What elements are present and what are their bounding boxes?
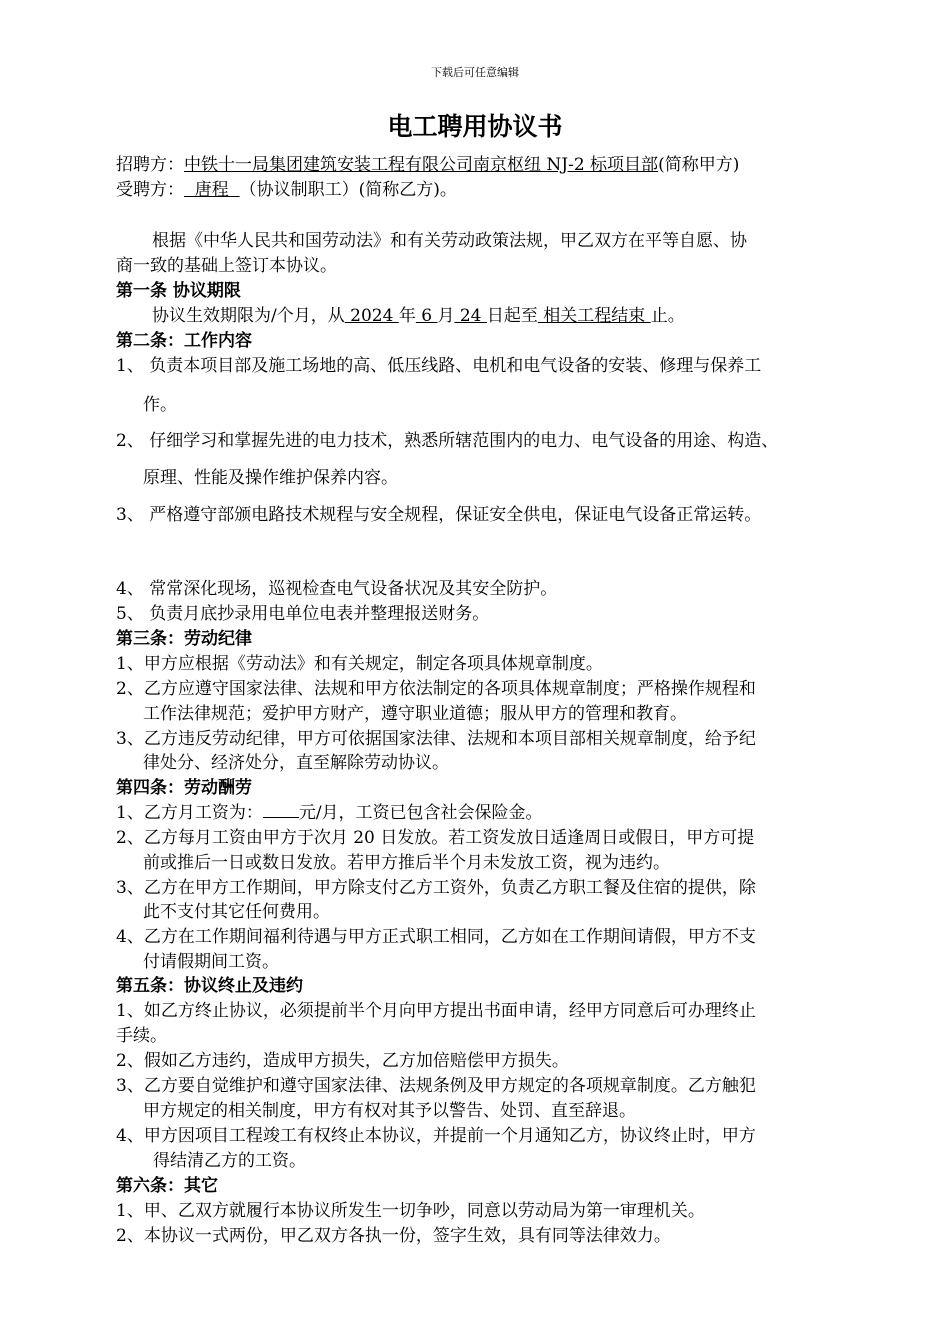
article5-item: 4、甲方因项目工程竣工有权终止本协议，并提前一个月通知乙方，协议终止时，甲方	[116, 1126, 756, 1146]
document-title: 电工聘用协议书	[387, 112, 563, 141]
article6-heading: 第六条：其它	[116, 1176, 218, 1196]
article5-item: 3、乙方要自觉维护和遵守国家法律、法规条例及甲方规定的各项规章制度。乙方触犯	[116, 1076, 756, 1096]
article1-heading: 第一条 协议期限	[116, 281, 241, 301]
article1-term	[152, 305, 685, 327]
employee-name: 唐程	[184, 180, 240, 200]
article4-item: 2、乙方每月工资由甲方于次月 20 日发放。若工资发放日适逢周日或假日，甲方可提	[116, 828, 755, 848]
term-text: 协议生效期限为/个月，从	[152, 306, 345, 326]
article2-item-cont: 作。	[143, 395, 177, 415]
article3-item-cont: 工作法律规范；爱护甲方财产，遵守职业道德；服从甲方的管理和教育。	[143, 704, 687, 724]
term-end-unit: 止。	[650, 306, 685, 326]
article2-item: 1、 负责本项目部及施工场地的高、低压线路、电机和电气设备的安装、修理与保养工	[116, 356, 762, 376]
article2-item: 3、 严格遵守部颁电路技术规程与安全规程，保证安全供电，保证电气设备正常运转。	[116, 505, 762, 525]
article2-item: 5、 负责月底抄录用电单位电表并整理报送财务。	[116, 604, 490, 624]
salary-suffix: 元/月，工资已包含社会保险金。	[298, 803, 543, 823]
article4-item-cont: 此不支付其它任何费用。	[143, 902, 330, 922]
article4-heading: 第四条：劳动酬劳	[116, 778, 252, 798]
preamble-line-1: 根据《中华人民共和国劳动法》和有关劳动政策法规，甲乙双方在平等自愿、协	[152, 231, 747, 251]
article5-item-cont: 手续。	[116, 1026, 167, 1046]
article4-item-cont: 前或推后一日或数日发放。若甲方推后半个月未发放工资，视为违约。	[143, 853, 670, 873]
employer-line	[116, 154, 739, 176]
article2-item: 4、 常常深化现场，巡视检查电气设备状况及其安全防护。	[116, 579, 558, 599]
preamble-line-2: 商一致的基础上签订本协议。	[116, 256, 337, 276]
employee-label: 受聘方：	[116, 180, 184, 200]
term-month-unit: 月	[437, 306, 455, 326]
article3-item-cont: 律处分、经济处分，直至解除劳动协议。	[143, 753, 449, 773]
term-day-unit: 日起至	[486, 306, 538, 326]
employee-suffix: （协议制职工）(简称乙方)。	[239, 180, 457, 200]
employer-label: 招聘方：	[116, 155, 184, 175]
header-note: 下载后可任意编辑	[431, 66, 519, 79]
term-month: 6	[415, 306, 438, 326]
article2-item-cont: 原理、性能及操作维护保养内容。	[143, 468, 398, 488]
term-year: 2024	[344, 306, 399, 326]
article5-heading: 第五条：协议终止及违约	[116, 976, 303, 996]
term-end: 相关工程结束	[537, 306, 651, 326]
employer-name: 中铁十一局集团建筑安装工程有限公司南京枢纽 NJ-2 标项目部	[184, 155, 659, 175]
employee-line	[116, 179, 457, 201]
salary-prefix: 1、乙方月工资为：	[116, 803, 263, 823]
article5-item-cont: 得结清乙方的工资。	[153, 1151, 306, 1171]
article5-item: 2、假如乙方违约，造成甲方损失，乙方加倍赔偿甲方损失。	[116, 1051, 569, 1071]
article3-item: 2、乙方应遵守国家法律、法规和甲方依法制定的各项具体规章制度；严格操作规程和	[116, 679, 756, 699]
article4-item: 3、乙方在甲方工作期间，甲方除支付乙方工资外，负责乙方职工餐及住宿的提供，除	[116, 878, 756, 898]
term-year-unit: 年	[398, 306, 416, 326]
article2-heading: 第二条：工作内容	[116, 331, 252, 351]
article5-item: 1、如乙方终止协议，必须提前半个月向甲方提出书面申请，经甲方同意后可办理终止	[116, 1001, 756, 1021]
article3-heading: 第三条：劳动纪律	[116, 629, 252, 649]
term-day: 24	[454, 306, 487, 326]
article3-item: 3、乙方违反劳动纪律，甲方可依据国家法律、法规和本项目部相关规章制度，给予纪	[116, 729, 756, 749]
article6-item: 1、甲、乙双方就履行本协议所发生一切争吵，同意以劳动局为第一审理机关。	[116, 1201, 705, 1221]
article6-item: 2、本协议一式两份，甲乙双方各执一份，签字生效，具有同等法律效力。	[116, 1226, 671, 1246]
article4-item-cont: 付请假期间工资。	[143, 952, 279, 972]
article4-item: 4、乙方在工作期间福利待遇与甲方正式职工相同，乙方如在工作期间请假，甲方不支	[116, 927, 756, 947]
article2-item: 2、 仔细学习和掌握先进的电力技术，熟悉所辖范围内的电力、电气设备的用途、构造、	[116, 431, 779, 451]
article3-item: 1、甲方应根据《劳动法》和有关规定，制定各项具体规章制度。	[116, 654, 603, 674]
article5-item-cont: 甲方规定的相关制度，甲方有权对其予以警告、处罚、直至辞退。	[143, 1101, 636, 1121]
employer-suffix: (简称甲方)	[658, 155, 740, 175]
salary-blank	[263, 803, 299, 818]
article4-salary	[116, 802, 543, 824]
